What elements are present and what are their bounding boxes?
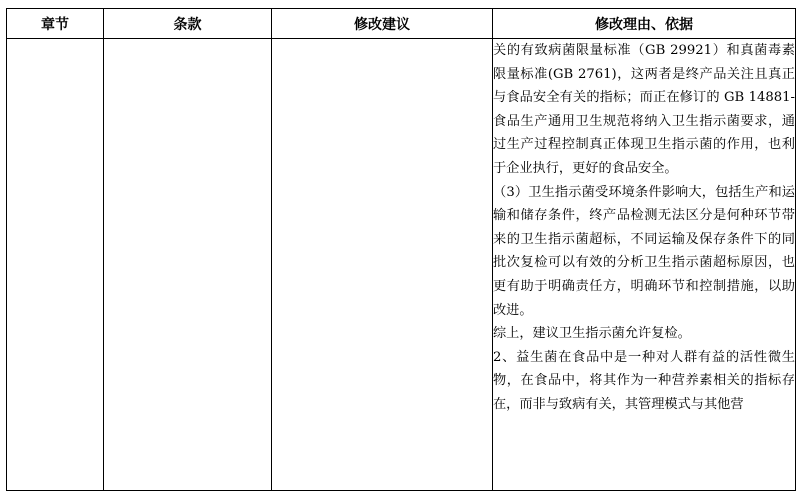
reason-paragraph-4: 2、益生菌在食品中是一种对人群有益的活性微生物，在食品中，将其作为一种营养素相关的指标存在，而非与致病有关，其管理模式与其他营 (493, 349, 795, 412)
cell-chapter (7, 39, 104, 491)
cell-clause (104, 39, 272, 491)
reason-paragraph-1: 关的有致病菌限量标准（GB 29921）和真菌毒素限量标准(GB 2761)，这两者是终产品关注且真正与食品安全有关的指标；而正在修订的 GB 14881-食品生产通用卫生规范将纳入卫生指示菌要求，通过生产过程控制真正体现卫生指示菌的作用，也利于企业执行，更好的食品安全。 (493, 43, 795, 176)
header-chapter: 章节 (7, 9, 104, 39)
cell-suggestion (272, 39, 493, 491)
header-reason: 修改理由、依据 (493, 9, 796, 39)
header-row (7, 9, 796, 39)
reason-paragraph-3: 综上，建议卫生指示菌允许复检。 (493, 326, 691, 342)
header-suggestion: 修改建议 (272, 9, 493, 39)
cell-reason (493, 39, 796, 491)
table-row (7, 39, 796, 491)
reason-paragraph-2: （3）卫生指示菌受环境条件影响大，包括生产和运输和储存条件，终产品检测无法区分是何种环节带来的卫生指示菌超标，不同运输及保存条件下的同批次复检可以有效的分析卫生指示菌超标原因，也更有助于明确责任方，明确环节和控制措施，以助改进。 (493, 184, 795, 318)
header-clause: 条款 (104, 9, 272, 39)
document-table (6, 8, 796, 491)
